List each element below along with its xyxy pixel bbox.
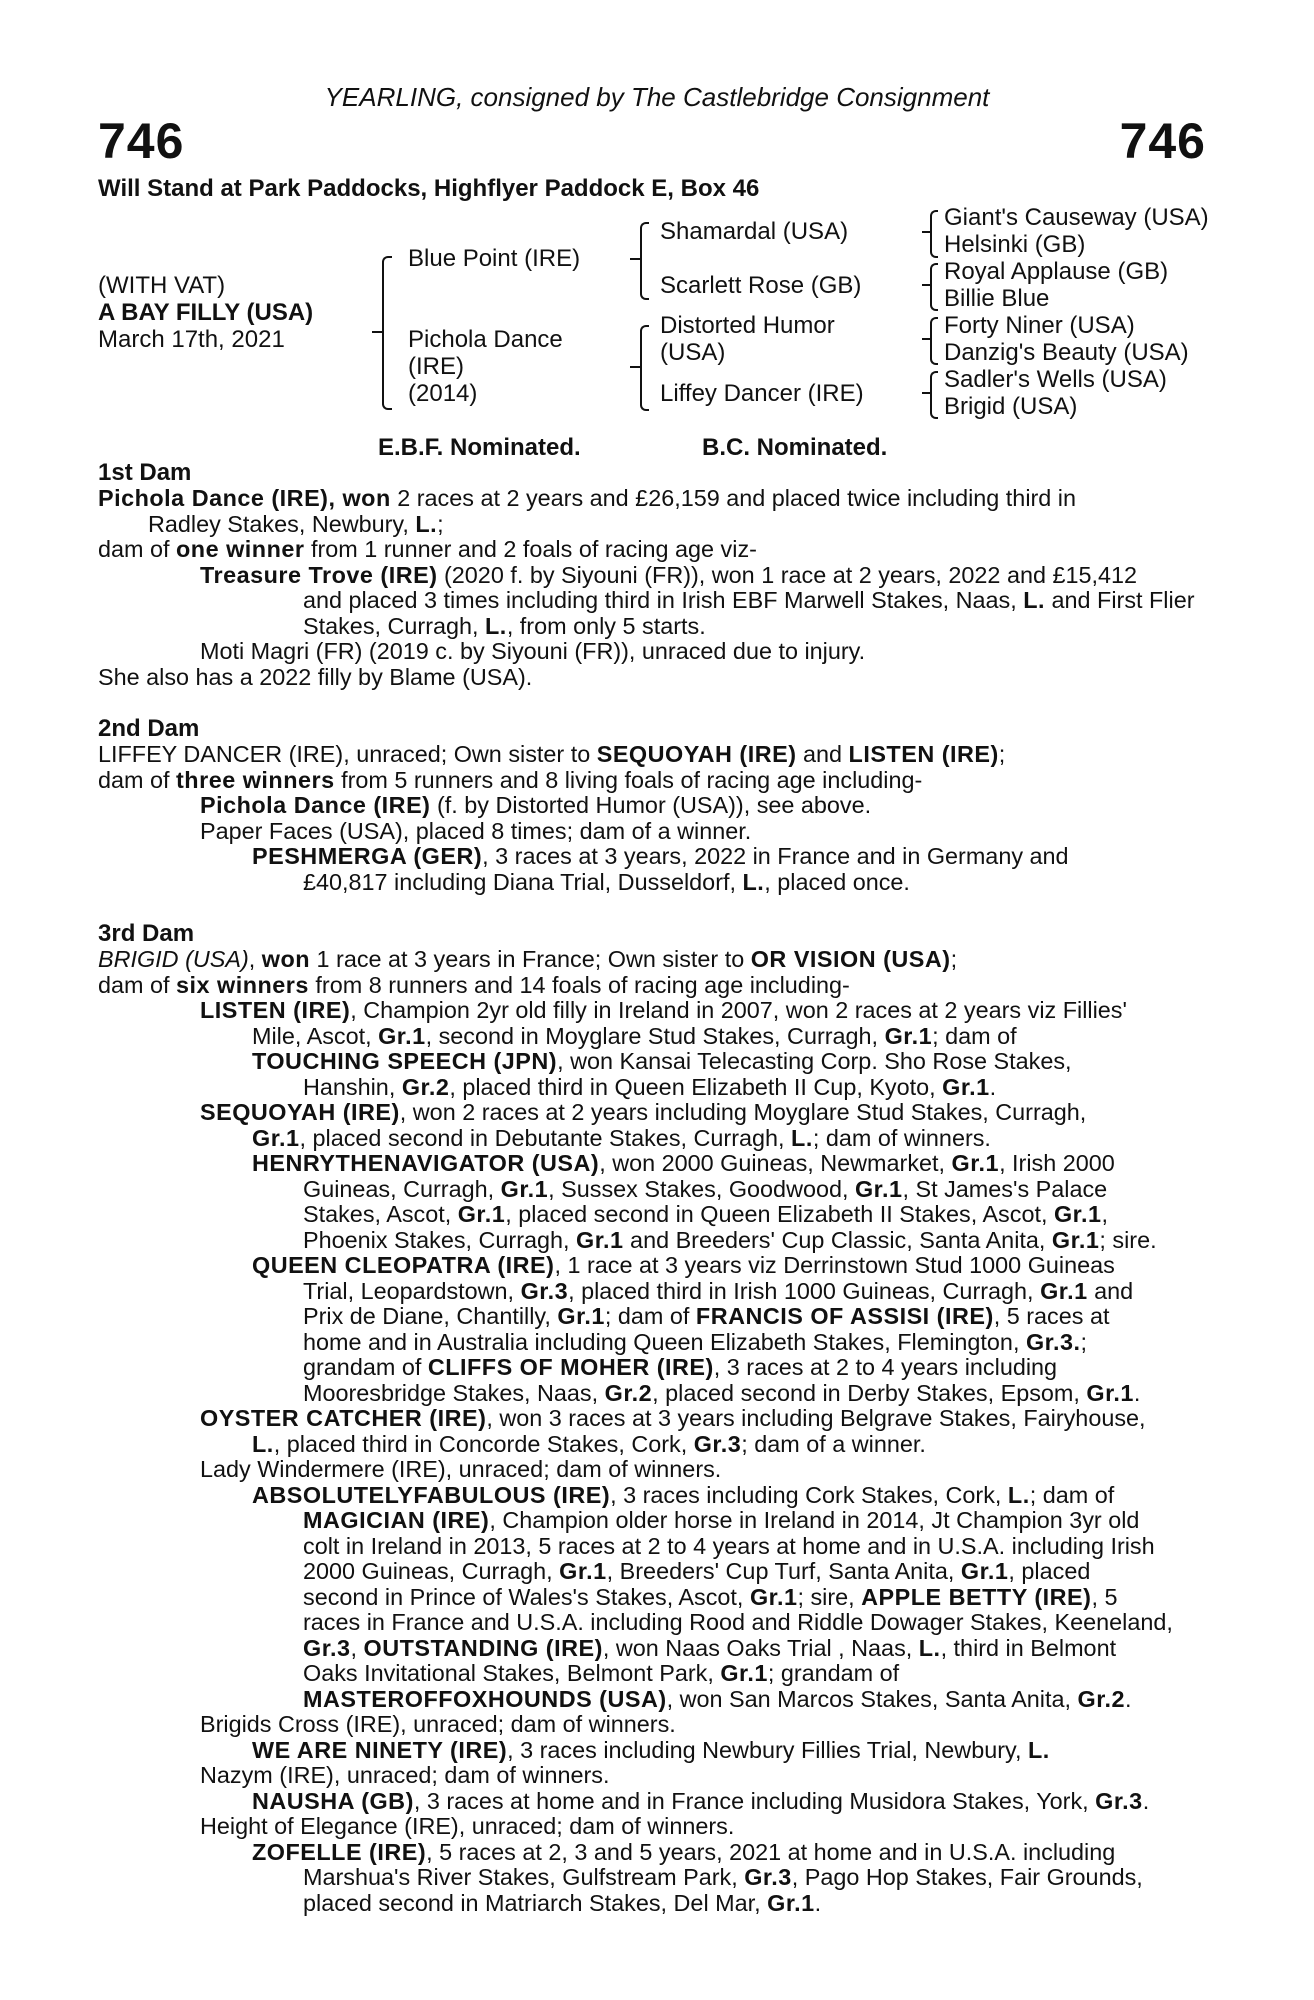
dam-sire-line-1: Distorted Humor: [660, 312, 835, 339]
first-dam-line: Radley Stakes, Newbury, L.;: [148, 510, 444, 537]
third-dam-line: placed second in Matriarch Stakes, Del Mar, Gr.1.: [303, 1889, 822, 1916]
third-dam-line: ABSOLUTELYFABULOUS (IRE), 3 races including Cork Stakes, Cork, L.; dam of: [252, 1481, 1115, 1508]
third-dam-line: MAGICIAN (IRE), Champion older horse in Ireland in 2014, Jt Champion 3yr old: [303, 1507, 1140, 1533]
brace-point-dam: [630, 366, 640, 368]
third-dam-line: dam of six winners from 8 runners and 14 foals of racing age including-: [98, 971, 850, 998]
second-dam-line: PESHMERGA (GER), 3 races at 3 years, 2022 in France and in Germany and: [252, 843, 1069, 869]
third-dam-line: Lady Windermere (IRE), unraced; dam of winners.: [200, 1456, 722, 1482]
ggp-5: Forty Niner (USA): [944, 312, 1135, 339]
first-dam-line: dam of one winner from 1 runner and 2 foals of racing age viz-: [98, 536, 757, 562]
third-dam-line: Mooresbridge Stakes, Naas, Gr.2, placed second in Derby Stakes, Epsom, Gr.1.: [303, 1379, 1141, 1406]
third-dam-line: OYSTER CATCHER (IRE), won 3 races at 3 years including Belgrave Stakes, Fairyhouse,: [200, 1405, 1146, 1431]
ggp-8: Brigid (USA): [944, 393, 1078, 420]
brace-ggp-1: [930, 210, 938, 258]
third-dam-line: home and in Australia including Queen Elizabeth Stakes, Flemington, Gr.3.;: [303, 1328, 1087, 1355]
ggp-6: Danzig's Beauty (USA): [944, 339, 1189, 366]
brace-point-ggp-3: [922, 338, 930, 340]
third-dam-line: Oaks Invitational Stakes, Belmont Park, Gr.1; grandam of: [303, 1660, 900, 1686]
third-dam-line: L., placed third in Concorde Stakes, Cork, Gr.3; dam of a winner.: [252, 1430, 926, 1457]
third-dam-line: TOUCHING SPEECH (JPN), won Kansai Telecasting Corp. Sho Rose Stakes,: [252, 1048, 1072, 1074]
sire-sire: Shamardal (USA): [660, 218, 849, 245]
pedigree-notes: [98, 460, 1210, 1916]
third-dam-line: Mile, Ascot, Gr.1, second in Moyglare Stud Stakes, Curragh, Gr.1; dam of: [252, 1022, 1017, 1049]
stand-location: Will Stand at Park Paddocks, Highflyer Paddock E, Box 46: [98, 175, 760, 202]
lot-number-left: 746: [98, 113, 185, 169]
third-dam-line: colt in Ireland in 2013, 5 races at 2 to 4 years at home and in U.S.A. including Irish: [303, 1532, 1155, 1559]
lot-number-right: 746: [1119, 113, 1206, 169]
foaling-date: March 17th, 2021: [98, 326, 285, 353]
third-dam-line: Nazym (IRE), unraced; dam of winners.: [200, 1762, 610, 1788]
third-dam-line: ZOFELLE (IRE), 5 races at 2, 3 and 5 years, 2021 at home and in U.S.A. including: [252, 1838, 1116, 1865]
brace-point-ggp-4: [922, 392, 930, 394]
first-dam-line: Pichola Dance (IRE), won 2 races at 2 years and £26,159 and placed twice including third in: [98, 485, 1077, 511]
third-dam-heading: 3rd Dam: [98, 920, 195, 947]
dam-line-1: Pichola Dance: [408, 326, 563, 353]
brace-generation-1: [382, 256, 392, 410]
brace-ggp-3: [930, 317, 938, 365]
third-dam-line: second in Prince of Wales's Stakes, Ascot, Gr.1; sire, APPLE BETTY (IRE), 5: [303, 1583, 1118, 1610]
sire: Blue Point (IRE): [408, 245, 581, 272]
dam-line-3: (2014): [408, 380, 478, 407]
first-dam-line: and placed 3 times including third in Irish EBF Marwell Stakes, Naas, L. and First Flier: [303, 587, 1195, 613]
brace-sire: [640, 222, 649, 300]
sire-dam: Scarlett Rose (GB): [660, 272, 862, 299]
third-dam-line: SEQUOYAH (IRE), won 2 races at 2 years including Moyglare Stud Stakes, Curragh,: [200, 1099, 1087, 1125]
first-dam-line: Moti Magri (FR) (2019 c. by Siyouni (FR)), unraced due to injury.: [200, 638, 866, 664]
brace-ggp-2: [930, 263, 938, 311]
third-dam-line: races in France and U.S.A. including Rood and Riddle Dowager Stakes, Keeneland,: [303, 1609, 1173, 1635]
brace-point-1: [372, 331, 382, 333]
third-dam-line: Prix de Diane, Chantilly, Gr.1; dam of FRANCIS OF ASSISI (IRE), 5 races at: [303, 1303, 1110, 1329]
ggp-2: Helsinki (GB): [944, 231, 1086, 258]
third-dam-line: Guineas, Curragh, Gr.1, Sussex Stakes, Goodwood, Gr.1, St James's Palace: [303, 1175, 1108, 1202]
third-dam-line: MASTEROFFOXHOUNDS (USA), won San Marcos Stakes, Santa Anita, Gr.2.: [303, 1685, 1132, 1712]
ggp-3: Royal Applause (GB): [944, 258, 1169, 285]
brace-point-ggp-1: [922, 231, 930, 233]
third-dam-line: Brigids Cross (IRE), unraced; dam of winners.: [200, 1711, 676, 1737]
second-dam-line: £40,817 including Diana Trial, Dusseldorf, L., placed once.: [303, 868, 910, 895]
first-dam-heading: 1st Dam: [98, 459, 192, 486]
third-dam-line: Trial, Leopardstown, Gr.3, placed third in Irish 1000 Guineas, Curragh, Gr.1 and: [303, 1277, 1134, 1304]
brace-dam: [640, 325, 649, 411]
ggp-4: Billie Blue: [944, 285, 1050, 312]
third-dam-line: Hanshin, Gr.2, placed third in Queen Elizabeth II Cup, Kyoto, Gr.1.: [303, 1073, 997, 1100]
dam-sire-line-2: (USA): [660, 339, 726, 366]
dam-line-2: (IRE): [408, 353, 464, 380]
second-dam-line: Pichola Dance (IRE) (f. by Distorted Humor (USA)), see above.: [200, 792, 872, 818]
bc-nomination: B.C. Nominated.: [702, 434, 888, 461]
first-dam-line: Stakes, Curragh, L., from only 5 starts.: [303, 612, 706, 639]
third-dam-line: QUEEN CLEOPATRA (IRE), 1 race at 3 years viz Derrinstown Stud 1000 Guineas: [252, 1252, 1115, 1278]
lot-title: A BAY FILLY (USA): [98, 299, 314, 326]
third-dam-line: 2000 Guineas, Curragh, Gr.1, Breeders' Cup Turf, Santa Anita, Gr.1, placed: [303, 1558, 1091, 1584]
brace-ggp-4: [930, 371, 938, 419]
third-dam-line: LISTEN (IRE), Champion 2yr old filly in Ireland in 2007, won 2 races at 2 years viz Fillies': [200, 997, 1127, 1023]
third-dam-line: Marshua's River Stakes, Gulfstream Park, Gr.3, Pago Hop Stakes, Fair Grounds,: [303, 1864, 1143, 1890]
third-dam-line: grandam of CLIFFS OF MOHER (IRE), 3 races at 2 to 4 years including: [303, 1354, 1058, 1380]
third-dam-line: Phoenix Stakes, Curragh, Gr.1 and Breeders' Cup Classic, Santa Anita, Gr.1; sire.: [303, 1226, 1157, 1253]
third-dam-line: Height of Elegance (IRE), unraced; dam of winners.: [200, 1813, 735, 1839]
consignment-line: YEARLING, consigned by The Castlebridge Consignment: [324, 82, 990, 112]
second-dam-line: dam of three winners from 5 runners and 8 living foals of racing age including-: [98, 766, 923, 793]
third-dam-line: Gr.3, OUTSTANDING (IRE), won Naas Oaks Trial , Naas, L., third in Belmont: [303, 1634, 1117, 1661]
vat-note: (WITH VAT): [98, 272, 226, 299]
third-dam-line: HENRYTHENAVIGATOR (USA), won 2000 Guineas, Newmarket, Gr.1, Irish 2000: [252, 1150, 1115, 1176]
second-dam-line: Paper Faces (USA), placed 8 times; dam of a winner.: [200, 817, 752, 844]
third-dam-line: WE ARE NINETY (IRE), 3 races including Newbury Fillies Trial, Newbury, L.: [252, 1736, 1050, 1763]
ggp-1: Giant's Causeway (USA): [944, 204, 1209, 231]
second-dam-line: LIFFEY DANCER (IRE), unraced; Own sister to SEQUOYAH (IRE) and LISTEN (IRE);: [98, 741, 1006, 767]
third-dam-line: BRIGID (USA), won 1 race at 3 years in France; Own sister to OR VISION (USA);: [98, 946, 958, 972]
second-dam-heading: 2nd Dam: [98, 715, 200, 742]
first-dam-line: Treasure Trove (IRE) (2020 f. by Siyouni (FR)), won 1 race at 2 years, 2022 and £15,412: [200, 561, 1138, 588]
dam-dam: Liffey Dancer (IRE): [660, 380, 864, 407]
first-dam-line: She also has a 2022 filly by Blame (USA).: [98, 663, 533, 690]
brace-point-ggp-2: [922, 284, 930, 286]
ebf-nomination: E.B.F. Nominated.: [378, 434, 581, 461]
third-dam-line: Stakes, Ascot, Gr.1, placed second in Queen Elizabeth II Stakes, Ascot, Gr.1,: [303, 1201, 1108, 1227]
third-dam-line: NAUSHA (GB), 3 races at home and in France including Musidora Stakes, York, Gr.3.: [252, 1787, 1150, 1814]
ggp-7: Sadler's Wells (USA): [944, 366, 1167, 393]
brace-point-sire: [630, 258, 640, 260]
third-dam-line: Gr.1, placed second in Debutante Stakes, Curragh, L.; dam of winners.: [252, 1124, 991, 1151]
